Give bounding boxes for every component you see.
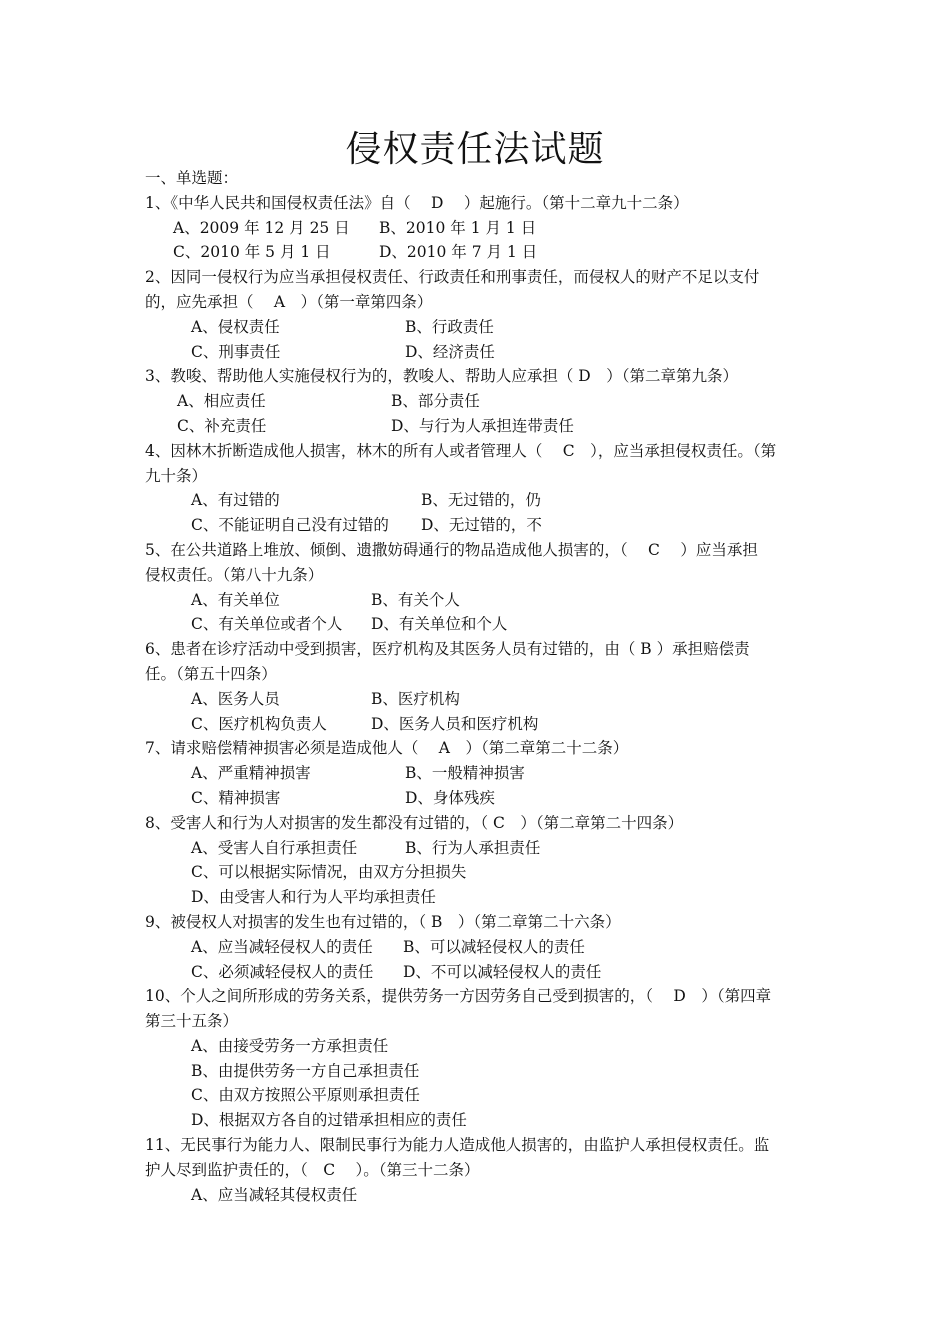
- answer-option: D、身体残疾: [405, 788, 495, 807]
- question-text: 侵权责任。（第八十九条）: [145, 565, 324, 584]
- answer-option: A、严重精神损害: [191, 764, 311, 783]
- question-7: [145, 736, 815, 810]
- question-9: [145, 910, 815, 984]
- question-10: [145, 984, 815, 1133]
- question-text: 3、教唆、帮助他人实施侵权行为的，教唆人、帮助人应承担（ D ）（第二章第九条）: [145, 367, 738, 386]
- question-5: [145, 538, 815, 637]
- option-row: [145, 1083, 815, 1108]
- answer-option: D、无过错的，不: [421, 516, 542, 535]
- answer-option: A、由接受劳务一方承担责任: [191, 1036, 389, 1055]
- answer-option: D、根据双方各自的过错承担相应的责任: [191, 1111, 467, 1130]
- answer-option: C、补充责任: [177, 416, 267, 435]
- option-row: [145, 1034, 815, 1059]
- answer-option: A、相应责任: [177, 392, 266, 411]
- option-row: [145, 860, 815, 885]
- answer-option: D、与行为人承担连带责任: [391, 416, 574, 435]
- document-title: 侵权责任法试题: [345, 129, 605, 171]
- question-text: 的，应先承担（ A ）（第一章第四条）: [145, 292, 433, 311]
- question-text: 5、在公共道路上堆放、倾倒、遗撒妨碍通行的物品造成他人损害的，（ C ）应当承担: [145, 540, 758, 559]
- option-row: [145, 1108, 815, 1133]
- option-row: [145, 588, 815, 613]
- answer-option: D、有关单位和个人: [371, 615, 508, 634]
- option-row: [145, 935, 815, 960]
- answer-option: A、有过错的: [191, 491, 280, 510]
- answer-option: C、精神损害: [191, 788, 281, 807]
- answer-option: B、2010 年 1 月 1 日: [379, 218, 537, 237]
- question-text: 任。（第五十四条）: [145, 664, 277, 683]
- option-row: [145, 315, 815, 340]
- document-body: [145, 166, 815, 1207]
- answer-option: B、无过错的，仍: [421, 491, 541, 510]
- answer-option: D、经济责任: [405, 342, 495, 361]
- option-row: [145, 389, 815, 414]
- question-text: 第三十五条）: [145, 1012, 239, 1031]
- answer-option: C、必须减轻侵权人的责任: [191, 962, 374, 981]
- option-row: [145, 1059, 815, 1084]
- answer-option: B、可以减轻侵权人的责任: [403, 937, 585, 956]
- option-row: [145, 836, 815, 861]
- option-row: [145, 761, 815, 786]
- option-row: [145, 960, 815, 985]
- option-row: [145, 216, 815, 241]
- question-2: [145, 265, 815, 364]
- option-row: [145, 687, 815, 712]
- question-text: 11、无民事行为能力人、限制民事行为能力人造成他人损害的，由监护人承担侵权责任。监: [145, 1136, 770, 1155]
- question-text: 2、因同一侵权行为应当承担侵权责任、行政责任和刑事责任，而侵权人的财产不足以支付: [145, 268, 760, 287]
- question-8: [145, 811, 815, 910]
- question-text: 6、患者在诊疗活动中受到损害，医疗机构及其医务人员有过错的，由（ B ）承担赔偿责: [145, 640, 750, 659]
- answer-option: D、医务人员和医疗机构: [371, 714, 539, 733]
- question-1: [145, 191, 815, 265]
- question-text: 1、《中华人民共和国侵权责任法》自（ D ）起施行。（第十二章九十二条）: [145, 193, 689, 212]
- answer-option: A、应当减轻侵权人的责任: [191, 937, 373, 956]
- answer-option: A、有关单位: [191, 590, 280, 609]
- question-text: 8、受害人和行为人对损害的发生都没有过错的，（ C ）（第二章第二十四条）: [145, 813, 684, 832]
- question-text: 10、个人之间所形成的劳务关系，提供劳务一方因劳务自己受到损害的，（ D ）（第四章: [145, 987, 772, 1006]
- question-text: 九十条）: [145, 466, 208, 485]
- question-list: [145, 191, 815, 1208]
- option-row: [145, 513, 815, 538]
- answer-option: C、可以根据实际情况，由双方分担损失: [191, 863, 467, 882]
- question-text: 4、因林木折断造成他人损害，林木的所有人或者管理人（ C ），应当承担侵权责任。（第: [145, 441, 777, 460]
- answer-option: D、由受害人和行为人平均承担责任: [191, 888, 436, 907]
- question-text: 7、请求赔偿精神损害必须是造成他人（ A ）（第二章第二十二条）: [145, 739, 629, 758]
- answer-option: C、2010 年 5 月 1 日: [173, 243, 331, 262]
- answer-option: A、2009 年 12 月 25 日: [173, 218, 350, 237]
- answer-option: B、部分责任: [391, 392, 480, 411]
- answer-option: C、不能证明自己没有过错的: [191, 516, 389, 535]
- option-row: [145, 885, 815, 910]
- option-row: [145, 340, 815, 365]
- question-3: [145, 364, 815, 438]
- answer-option: D、2010 年 7 月 1 日: [379, 243, 538, 262]
- answer-option: A、应当减轻其侵权责任: [191, 1185, 358, 1204]
- option-row: [145, 1183, 815, 1208]
- answer-option: B、有关个人: [371, 590, 460, 609]
- answer-option: D、不可以减轻侵权人的责任: [403, 962, 602, 981]
- answer-option: C、刑事责任: [191, 342, 281, 361]
- question-text: 9、被侵权人对损害的发生也有过错的，（ B ）（第二章第二十六条）: [145, 912, 621, 931]
- answer-option: A、侵权责任: [191, 317, 280, 336]
- answer-option: B、行政责任: [405, 317, 494, 336]
- answer-option: B、医疗机构: [371, 689, 460, 708]
- answer-option: A、医务人员: [191, 689, 280, 708]
- answer-option: C、医疗机构负责人: [191, 714, 327, 733]
- question-4: [145, 439, 815, 538]
- option-row: [145, 786, 815, 811]
- question-6: [145, 637, 815, 736]
- question-text: 护人尽到监护责任的，（ C ）。（第三十二条）: [145, 1160, 480, 1179]
- option-row: [145, 240, 815, 265]
- question-11: [145, 1133, 815, 1207]
- option-row: [145, 414, 815, 439]
- answer-option: C、有关单位或者个人: [191, 615, 343, 634]
- answer-option: B、由提供劳务一方自己承担责任: [191, 1061, 420, 1080]
- answer-option: C、由双方按照公平原则承担责任: [191, 1086, 420, 1105]
- option-row: [145, 488, 815, 513]
- section-heading: 一、单选题：: [145, 169, 239, 187]
- option-row: [145, 712, 815, 737]
- answer-option: B、一般精神损害: [405, 764, 525, 783]
- answer-option: A、受害人自行承担责任: [191, 838, 358, 857]
- answer-option: B、行为人承担责任: [405, 838, 541, 857]
- option-row: [145, 612, 815, 637]
